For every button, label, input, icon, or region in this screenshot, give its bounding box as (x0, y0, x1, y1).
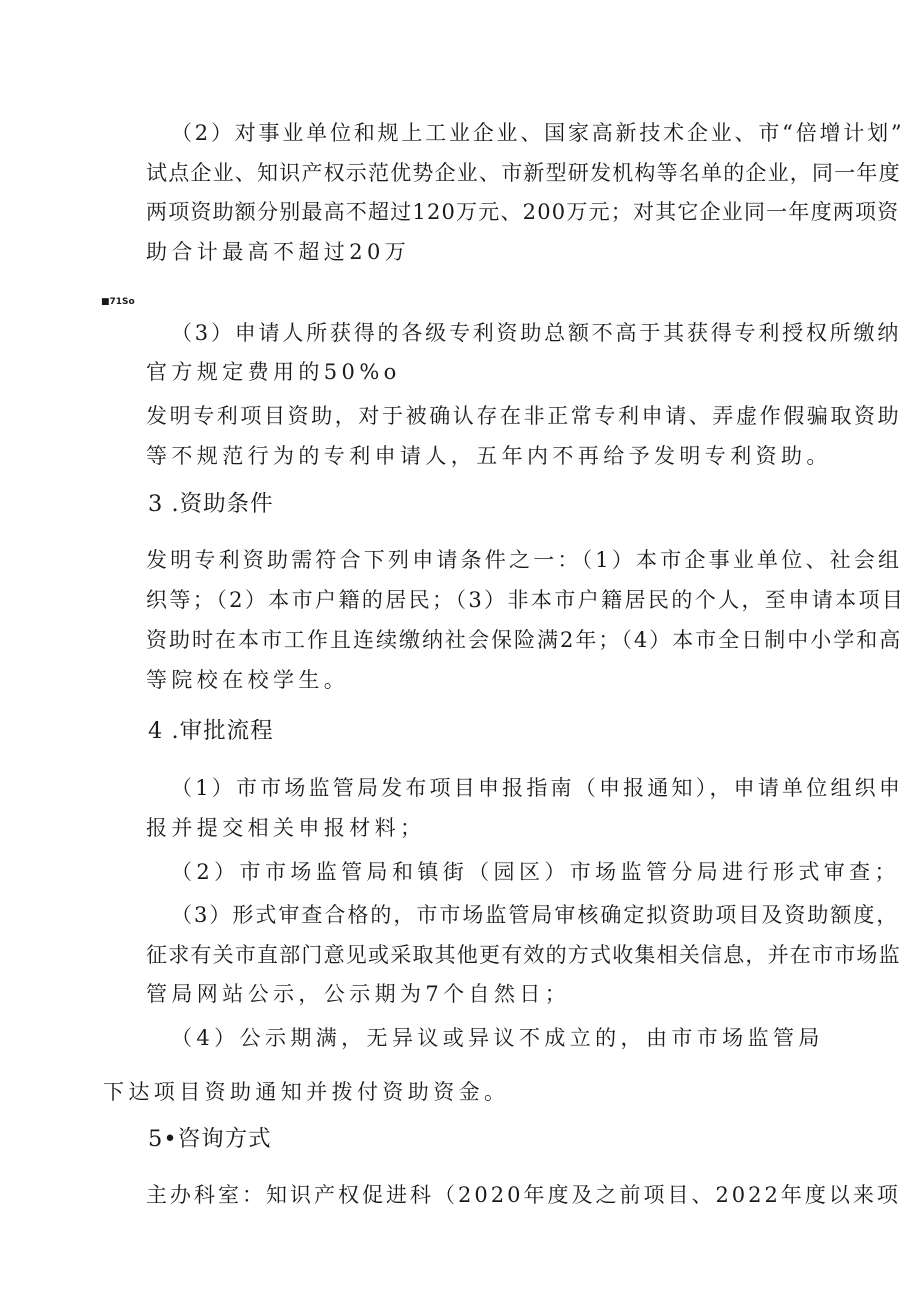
paragraph-line: 织等；（2）本市户籍的居民；（3）非本市户籍居民的个人，至申请本项目 (146, 588, 906, 612)
paragraph-line: （1）市市场监管局发布项目申报指南（申报通知），申请单位组织申 (171, 776, 904, 800)
paragraph-line: 试点企业、知识产权示范优势企业、市新型研发机构等名单的企业，同一年度 (146, 161, 901, 185)
paragraph-line: 下达项目资助通知并拨付资助资金。 (103, 1080, 510, 1104)
paragraph-line: 征求有关市直部门意见或采取其他更有效的方式收集相关信息，并在市市场监 (146, 943, 901, 967)
scan-mark: ■71So (101, 297, 135, 307)
paragraph-line: （3）形式审查合格的，市市场监管局审核确定拟资助项目及资助额度， (171, 903, 900, 927)
section-heading-4: 4 .审批流程 (148, 718, 274, 744)
paragraph-line: 报并提交相关申报材料； (146, 816, 426, 840)
paragraph-line: 官方规定费用的50%o (146, 360, 401, 384)
paragraph-line: 主办科室：知识产权促进科（2020年度及之前项目、2022年度以来项 (146, 1183, 901, 1207)
paragraph-line: （4）公示期满，无异议或异议不成立的，由市市场监管局 (171, 1026, 824, 1050)
paragraph-line: 管局网站公示，公示期为7个自然日； (146, 982, 571, 1006)
paragraph-line: 发明专利项目资助，对于被确认存在非正常专利申请、弄虚作假骗取资助 (146, 404, 902, 428)
section-heading-3: 3 .资助条件 (148, 491, 274, 517)
paragraph-line: （2）市市场监管局和镇街（园区）市场监管分局进行形式审查； (171, 860, 900, 884)
paragraph-line: （2）对事业单位和规上工业企业、国家高新技术企业、市“倍增计划” (171, 121, 905, 145)
paragraph-line: 等院校在校学生。 (146, 668, 350, 692)
section-heading-5: 5•咨询方式 (148, 1126, 272, 1152)
paragraph-line: （3）申请人所获得的各级专利资助总额不高于其获得专利授权所缴纳 (171, 321, 902, 345)
paragraph-line: 资助时在本市工作且连续缴纳社会保险满2年；（4）本市全日制中小学和高 (146, 628, 903, 652)
paragraph-line: 助合计最高不超过20万 (146, 240, 411, 264)
paragraph-line: 发明专利资助需符合下列申请条件之一：（1）本市企事业单位、社会组 (146, 548, 903, 572)
paragraph-line: 两项资助额分别最高不超过120万元、200万元；对其它企业同一年度两项资 (146, 200, 900, 224)
paragraph-line: 等不规范行为的专利申请人，五年内不再给予发明专利资助。 (146, 444, 832, 468)
